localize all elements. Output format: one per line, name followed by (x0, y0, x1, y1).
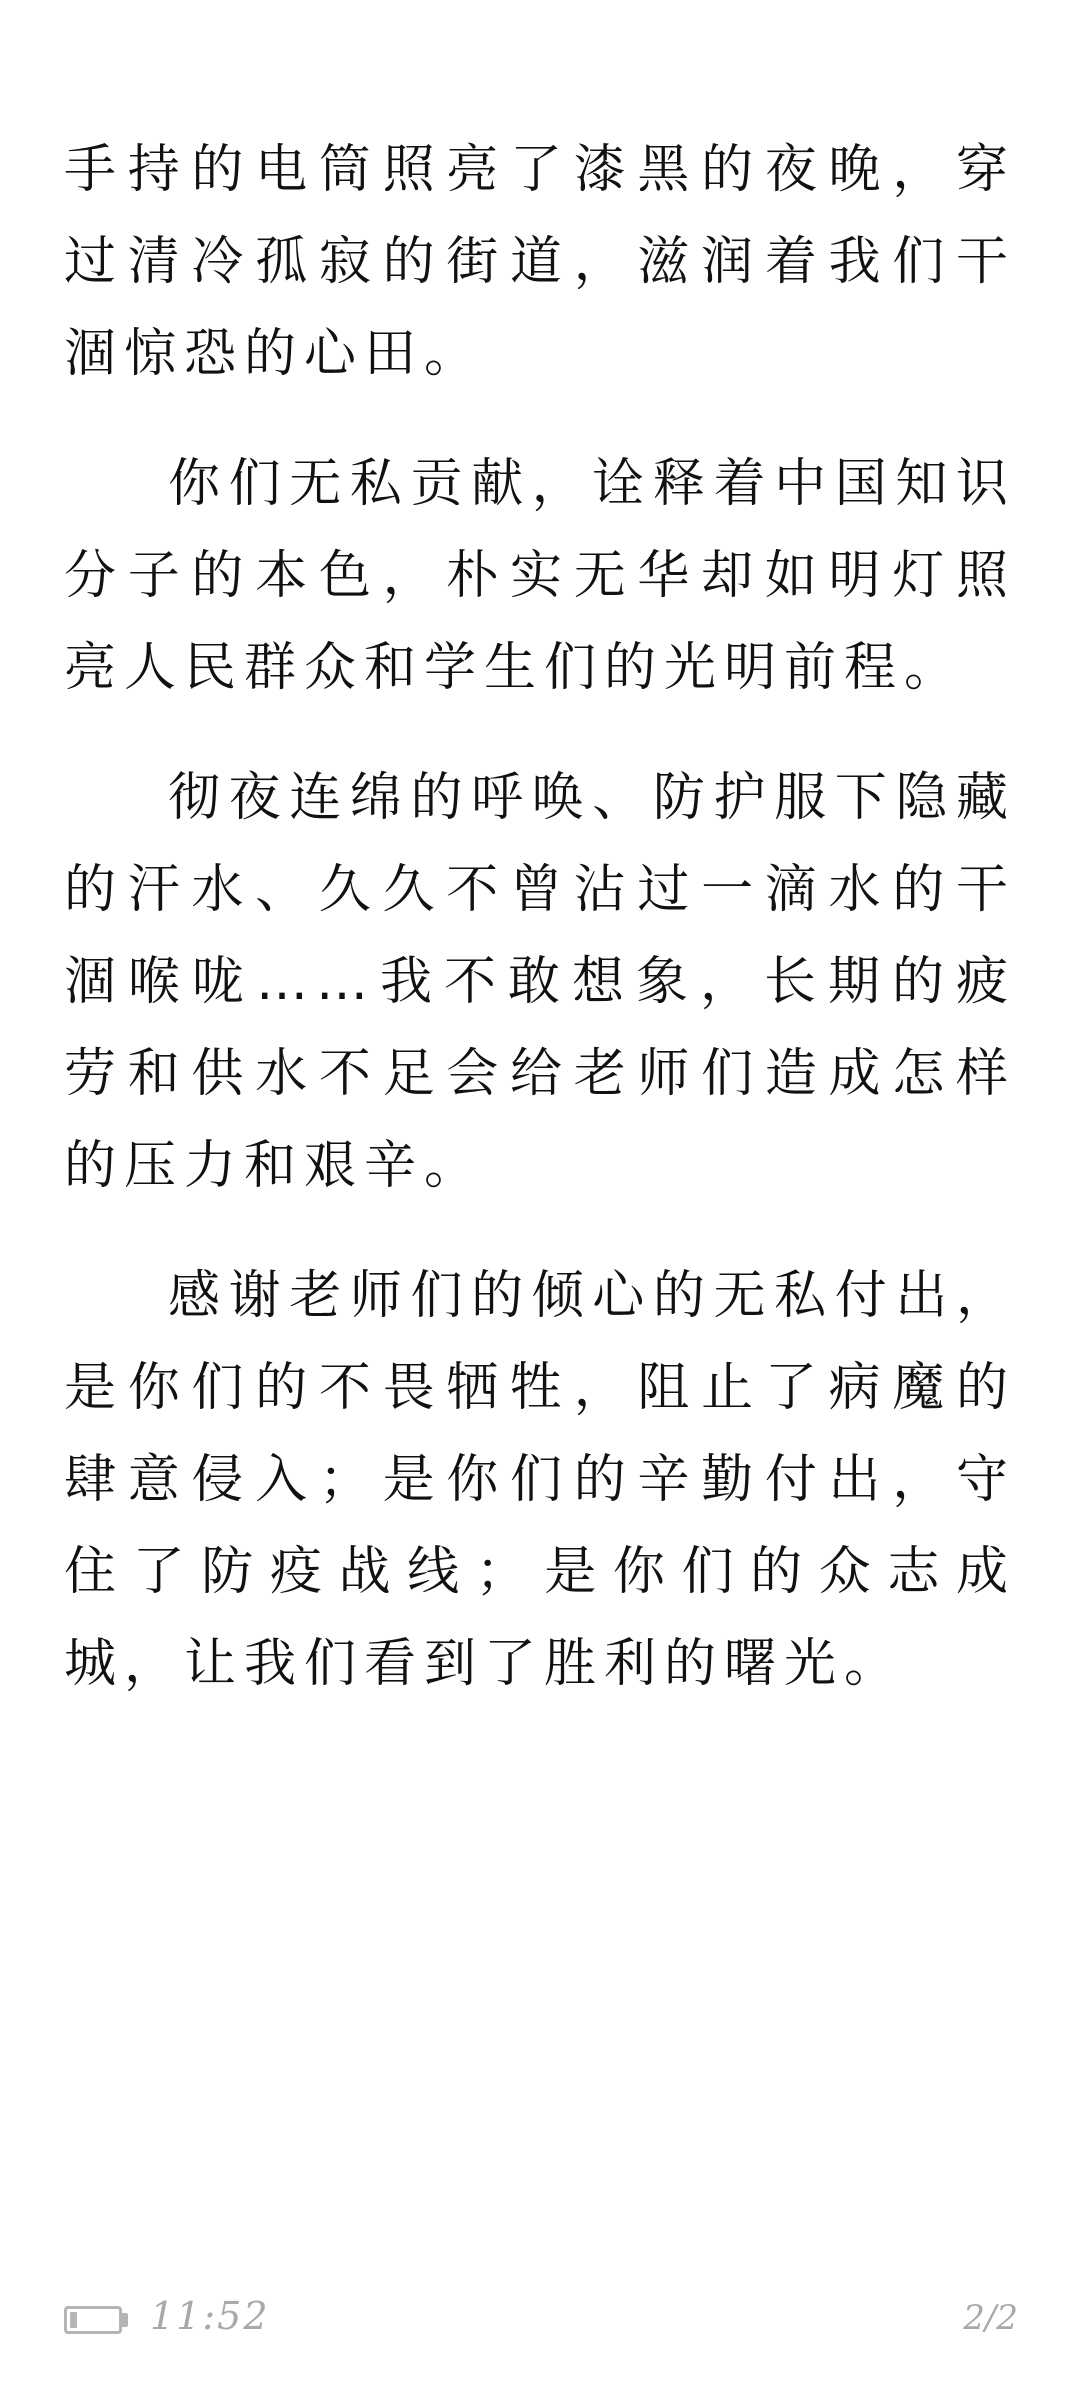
reader-status-bar (0, 2260, 1080, 2400)
reader-content (64, 124, 1016, 1710)
paragraph-3: 彻夜连绵的呼唤、防护服下隐藏的汗水、久久不曾沾过一滴水的干涸喉咙……我不敢想象，长期的疲劳和供水不足会给老师们造成怎样的压力和艰辛。 (64, 768, 1016, 1196)
paragraph-1: 手持的电筒照亮了漆黑的夜晚，穿过清冷孤寂的街道，滋润着我们干涸惊恐的心田。 (64, 140, 1016, 384)
battery-icon (64, 2306, 122, 2334)
page-indicator: 2/2 (963, 2298, 1018, 2338)
paragraph-4: 感谢老师们的倾心的无私付出，是你们的不畏牺牲，阻止了病魔的肆意侵入；是你们的辛勤付出，守住了防疫战线；是你们的众志成城，让我们看到了胜利的曙光。 (64, 1266, 1016, 1694)
clock-time: 11:52 (150, 2294, 270, 2338)
paragraph-2: 你们无私贡献，诠释着中国知识分子的本色，朴实无华却如明灯照亮人民群众和学生们的光明前程。 (64, 454, 1016, 698)
battery-level (70, 2312, 77, 2328)
battery-tip (122, 2313, 128, 2327)
